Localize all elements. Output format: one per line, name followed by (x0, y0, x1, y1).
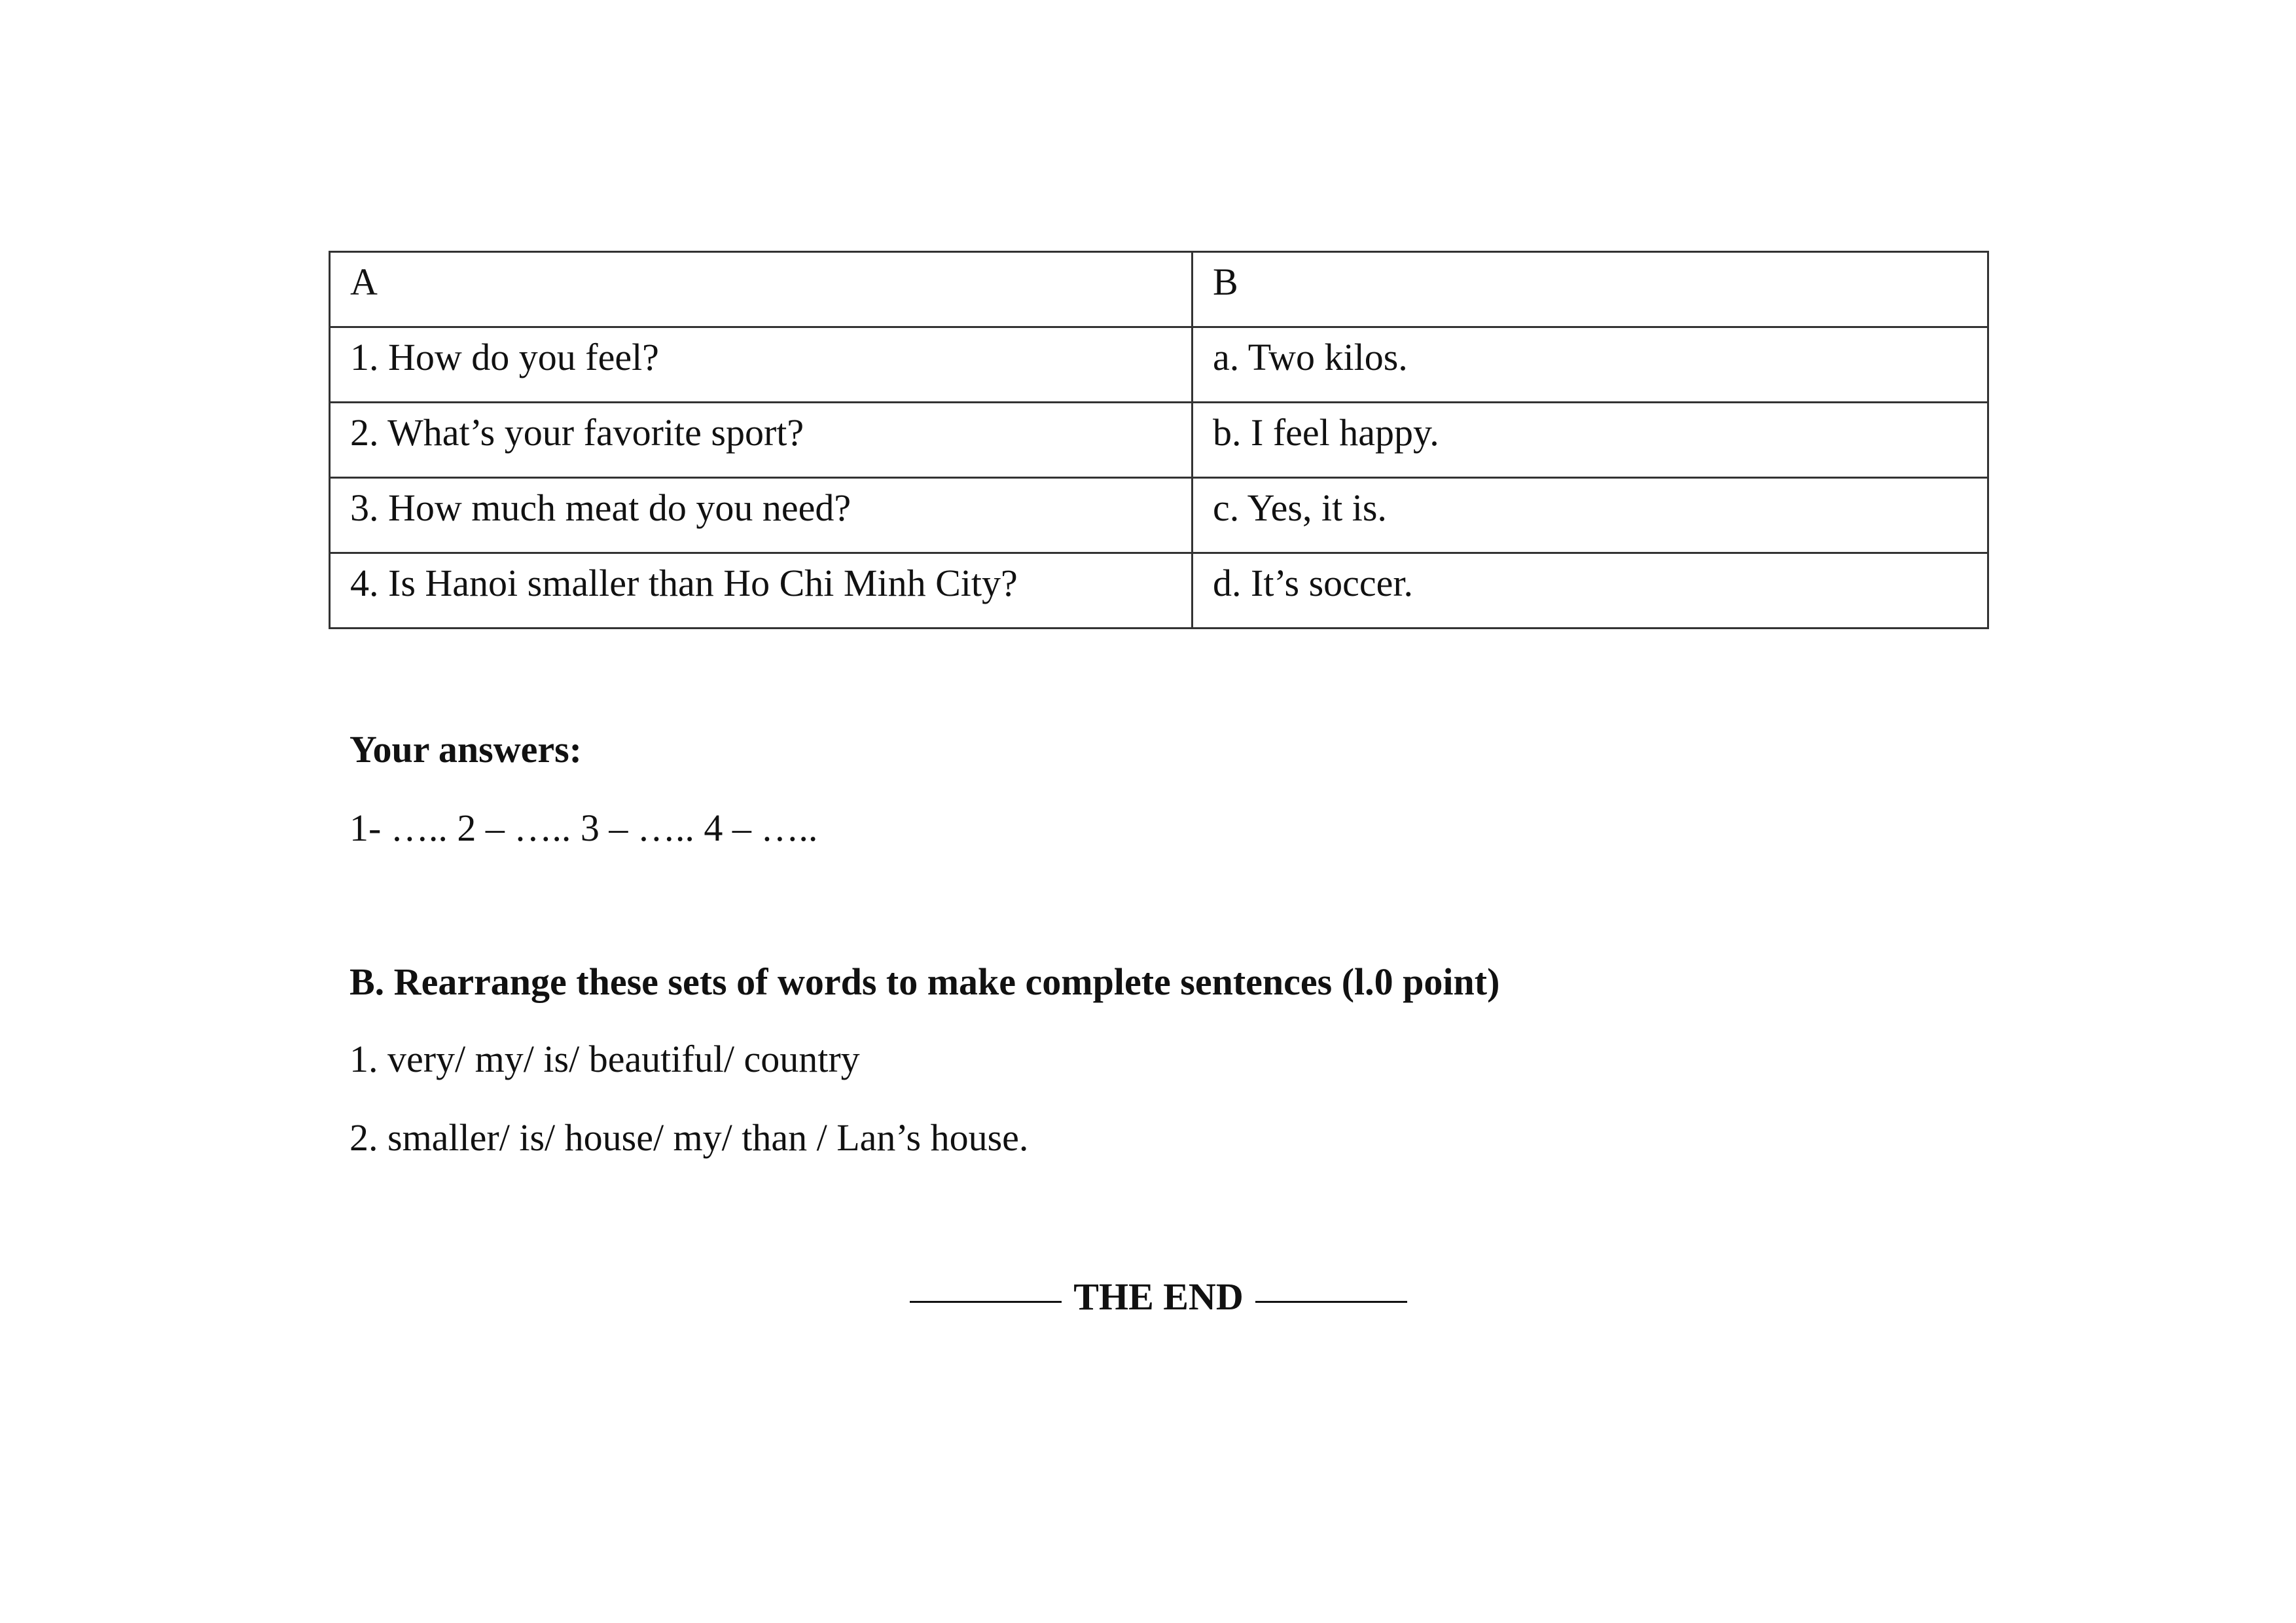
section-b-title: B. Rearrange these sets of words to make complete sentences (l.0 point) (350, 960, 1500, 1003)
question-cell: 4. Is Hanoi smaller than Ho Chi Minh City? (330, 553, 1193, 629)
table-row (330, 327, 1988, 403)
answer-cell: d. It’s soccer. (1193, 553, 1988, 629)
table-header-row (330, 252, 1988, 327)
table-row (330, 403, 1988, 478)
the-end-text: THE END (1073, 1275, 1244, 1318)
column-a-header: A (330, 252, 1193, 327)
rearrange-sentence: 2. smaller/ is/ house/ my/ than / Lan’s house. (350, 1116, 1029, 1159)
table-row (330, 553, 1988, 629)
matching-table (329, 251, 1989, 629)
answer-cell: a. Two kilos. (1193, 327, 1988, 403)
answer-cell: b. I feel happy. (1193, 403, 1988, 478)
answer-cell: c. Yes, it is. (1193, 478, 1988, 553)
question-cell: 1. How do you feel? (330, 327, 1193, 403)
answers-heading: Your answers: (350, 728, 582, 771)
question-cell: 2. What’s your favorite sport? (330, 403, 1193, 478)
rearrange-sentence: 1. very/ my/ is/ beautiful/ country (350, 1038, 860, 1080)
column-b-header: B (1193, 252, 1988, 327)
question-cell: 3. How much meat do you need? (330, 478, 1193, 553)
the-end-footer (890, 1270, 1427, 1322)
left-rule-divider (910, 1301, 1062, 1303)
table-row (330, 478, 1988, 553)
answers-blank-line: 1- ….. 2 – ….. 3 – ….. 4 – ….. (350, 807, 818, 849)
right-rule-divider (1255, 1301, 1407, 1303)
